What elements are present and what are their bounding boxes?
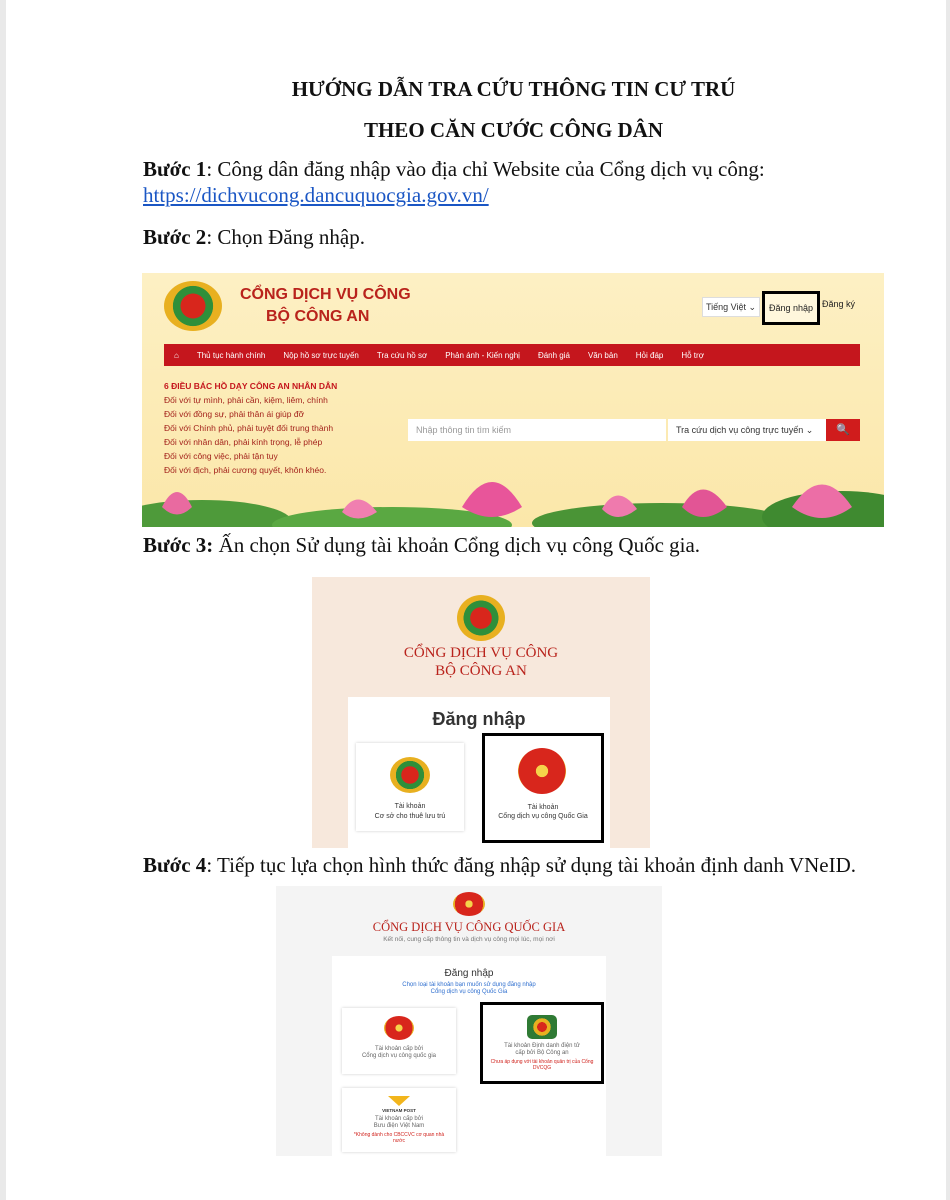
portal-name-line2: BỘ CÔNG AN <box>266 308 370 325</box>
teaching-line: Đối với Chính phủ, phải tuyệt đối trung thành <box>164 423 334 433</box>
option-label: Cổng dịch vụ công Quốc Gia <box>498 813 588 820</box>
national-portal-tagline: Kết nối, cung cấp thông tin và dịch vụ công mọi lúc, mọi nơi <box>383 936 555 943</box>
teaching-line: Đối với đồng sự, phải thân ái giúp đỡ <box>164 409 305 419</box>
national-portal-account-option[interactable] <box>482 733 604 843</box>
portal-name-line1: CỔNG DỊCH VỤ CÔNG <box>403 645 559 661</box>
national-emblem-icon <box>453 892 485 916</box>
screenshot-portal-home <box>142 273 884 527</box>
option-label: Tài khoản <box>394 803 426 810</box>
step3-paragraph <box>143 532 700 558</box>
screenshot-login-choice <box>312 577 650 848</box>
police-emblem-icon <box>390 757 430 793</box>
national-emblem-icon <box>518 748 566 794</box>
option-label: Bưu điện Việt Nam <box>373 1123 425 1129</box>
doc-title-line1: HƯỚNG DẪN TRA CỨU THÔNG TIN CƯ TRÚ <box>291 77 736 101</box>
home-icon[interactable]: ⌂ <box>174 350 179 360</box>
option-label: Tài khoản cấp bởi <box>375 1116 423 1122</box>
portal-name-line2: BỘ CÔNG AN <box>435 663 527 679</box>
step1-label: Bước 1 <box>143 157 207 181</box>
option-label: cấp bởi Bộ Công an <box>515 1050 569 1056</box>
option-note: *Không dành cho CBCCVC cơ quan nhà nước <box>353 1132 445 1144</box>
option-note: Chưa áp dụng với tài khoản quản trị của Cổng DVCQG <box>490 1059 594 1071</box>
doc-title-line2: THEO CĂN CƯỚC CÔNG DÂN <box>363 118 664 142</box>
police-emblem-icon <box>164 281 222 331</box>
step1-paragraph <box>143 156 765 208</box>
main-nav <box>164 344 860 366</box>
login-button-highlighted[interactable]: Đăng nhập <box>762 291 820 325</box>
lodging-account-option[interactable] <box>356 743 464 831</box>
option-label: Tài khoản Định danh điện tử <box>504 1043 580 1049</box>
search-input[interactable]: Nhập thông tin tìm kiếm <box>408 419 666 441</box>
document-page <box>6 0 946 1200</box>
step3-text: Ấn chọn Sử dụng tài khoản Cổng dịch vụ công Quốc gia. <box>213 533 701 557</box>
portal-link[interactable]: https://dichvucong.dancuquocgia.gov.vn/ <box>143 183 489 207</box>
nav-item[interactable]: Thủ tục hành chính <box>196 350 266 360</box>
login-card <box>332 956 606 1156</box>
police-emblem-icon <box>457 595 505 641</box>
vietnam-post-logo-icon <box>388 1096 410 1106</box>
login-intro: Chọn loại tài khoản bạn muốn sử dụng đăng nhập <box>402 982 536 988</box>
vietnam-post-brand: VIETNAM POST <box>382 1108 416 1113</box>
search-icon[interactable]: 🔍 <box>826 419 860 441</box>
login-heading: Đăng nhập <box>432 709 526 729</box>
police-emblem-icon <box>527 1015 557 1039</box>
screenshot-national-portal-login <box>276 886 662 1156</box>
step3-label: Bước 3: <box>143 533 214 557</box>
vneid-account-option[interactable] <box>480 1002 604 1084</box>
login-intro: Cổng dịch vụ công Quốc Gia <box>430 989 508 995</box>
nav-item[interactable]: Đánh giá <box>537 350 570 360</box>
teaching-line: Đối với công việc, phải tận tụy <box>164 451 278 461</box>
option-label: Cơ sở cho thuê lưu trú <box>374 813 446 820</box>
step2-text: : Chọn Đăng nhập. <box>206 225 365 249</box>
nav-item[interactable]: Hỏi đáp <box>635 350 664 360</box>
national-emblem-icon <box>384 1016 414 1040</box>
option-label: Cổng dịch vụ công quốc gia <box>361 1053 437 1059</box>
option-label: Tài khoản cấp bởi <box>375 1046 423 1052</box>
login-card <box>348 697 610 848</box>
language-select[interactable]: Tiếng Việt ⌄ <box>702 297 760 317</box>
step1-text: : Công dân đăng nhập vào địa chỉ Website của Cổng dịch vụ công: <box>206 157 765 181</box>
nav-item[interactable]: Phản ánh - Kiến nghị <box>445 350 520 360</box>
vietnam-post-account-option[interactable] <box>342 1088 456 1152</box>
step4-text: : Tiếp tục lựa chọn hình thức đăng nhập sử dụng tài khoản định danh VNeID. <box>206 853 856 877</box>
step2-label: Bước 2 <box>143 225 207 249</box>
nav-item[interactable]: Tra cứu hồ sơ <box>376 350 428 360</box>
option-label: Tài khoản <box>527 804 559 811</box>
nav-item[interactable]: Hỗ trợ <box>681 350 704 360</box>
portal-name-line1: CỔNG DỊCH VỤ CÔNG <box>240 286 411 303</box>
national-portal-name: CỔNG DỊCH VỤ CÔNG QUỐC GIA <box>372 920 566 934</box>
nav-item[interactable]: Văn bản <box>587 350 618 360</box>
register-link[interactable]: Đăng ký <box>822 299 856 309</box>
teaching-line: Đối với tự mình, phải cần, kiệm, liêm, chính <box>164 395 328 405</box>
step4-label: Bước 4 <box>143 853 207 877</box>
lotus-decoration <box>142 447 884 527</box>
national-portal-account-option[interactable] <box>342 1008 456 1074</box>
search-type-select[interactable]: Tra cứu dịch vụ công trực tuyến ⌄ <box>668 419 826 441</box>
login-heading: Đăng nhập <box>444 968 494 979</box>
teachings-heading: 6 ĐIỀU BÁC HỒ DẠY CÔNG AN NHÂN DÂN <box>164 381 338 391</box>
teaching-line: Đối với địch, phải cương quyết, khôn khéo. <box>164 465 327 475</box>
step2-paragraph <box>143 224 365 250</box>
step4-paragraph <box>143 852 856 878</box>
teaching-line: Đối với nhân dân, phải kính trọng, lễ phép <box>164 437 323 447</box>
nav-item[interactable]: Nộp hồ sơ trực tuyến <box>283 350 359 360</box>
